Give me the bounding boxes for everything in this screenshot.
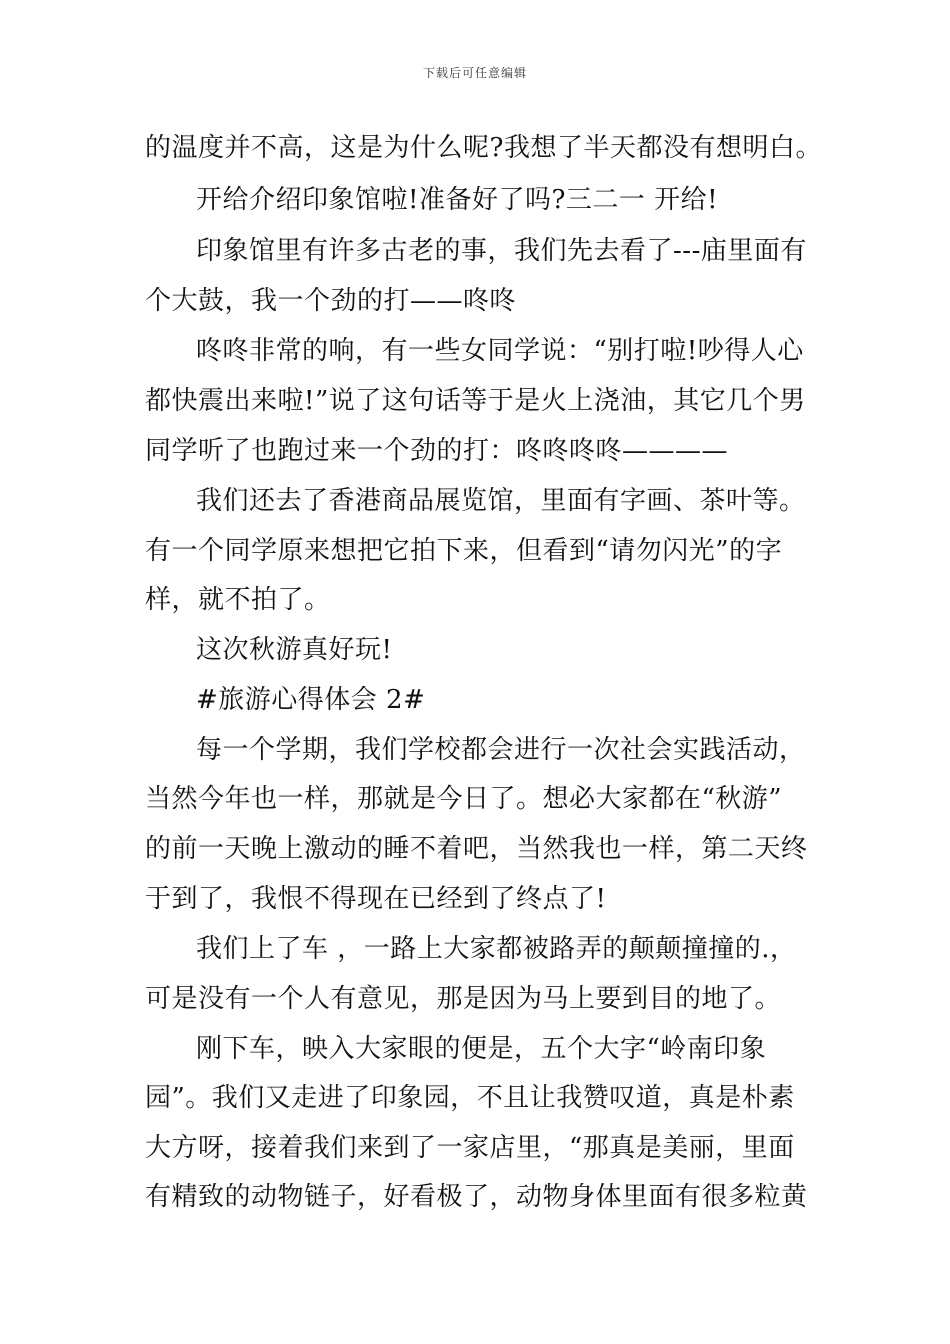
text-line: 有一个同学原来想把它拍下来，但看到“请勿闪光”的字	[145, 536, 783, 566]
text-line: 印象馆里有许多古老的事，我们先去看了---庙里面有	[196, 236, 807, 266]
page-header: 下载后可任意编辑	[422, 66, 527, 80]
text-line: 我们还去了香港商品展览馆，里面有字画、茶叶等。	[196, 486, 806, 516]
text-line: 同学听了也跑过来一个劲的打：咚咚咚咚————	[145, 436, 729, 466]
text-line: 我们上了车 ，一路上大家都被路弄的颠颠撞撞的.，	[196, 934, 797, 964]
text-line: 都快震出来啦!”说了这句话等于是火上浇油，其它几个男	[145, 386, 806, 416]
text-line: 的前一天晚上激动的睡不着吧，当然我也一样，第二天终	[145, 834, 808, 864]
text-line: 个大鼓，我一个劲的打——咚咚	[145, 286, 517, 316]
text-line: 刚下车，映入大家眼的便是，五个大字“岭南印象	[196, 1034, 767, 1064]
text-line: 这次秋游真好玩!	[196, 635, 393, 665]
text-line: 有精致的动物链子，好看极了，动物身体里面有很多粒黄	[145, 1182, 808, 1212]
text-line: 于到了，我恨不得现在已经到了终点了!	[145, 884, 607, 914]
text-line: 的温度并不高，这是为什么呢?我想了半天都没有想明白。	[145, 133, 822, 163]
text-line: 咚咚非常的响，有一些女同学说：“别打啦!吵得人心	[196, 336, 804, 366]
text-line: 每一个学期，我们学校都会进行一次社会实践活动，	[196, 735, 806, 765]
text-line: 开给介绍印象馆啦!准备好了吗?三二一 开给!	[196, 185, 719, 215]
text-line: 园”。我们又走进了印象园，不且让我赞叹道，真是朴素	[145, 1083, 795, 1113]
text-line: 样，就不拍了。	[145, 585, 331, 615]
section-heading: #旅游心得体会 2#	[196, 685, 426, 715]
text-line: 大方呀，接着我们来到了一家店里，“那真是美丽，里面	[145, 1133, 795, 1163]
text-line: 可是没有一个人有意见，那是因为马上要到目的地了。	[145, 984, 782, 1014]
text-line: 当然今年也一样，那就是今日了。想必大家都在“秋游”	[145, 784, 783, 814]
